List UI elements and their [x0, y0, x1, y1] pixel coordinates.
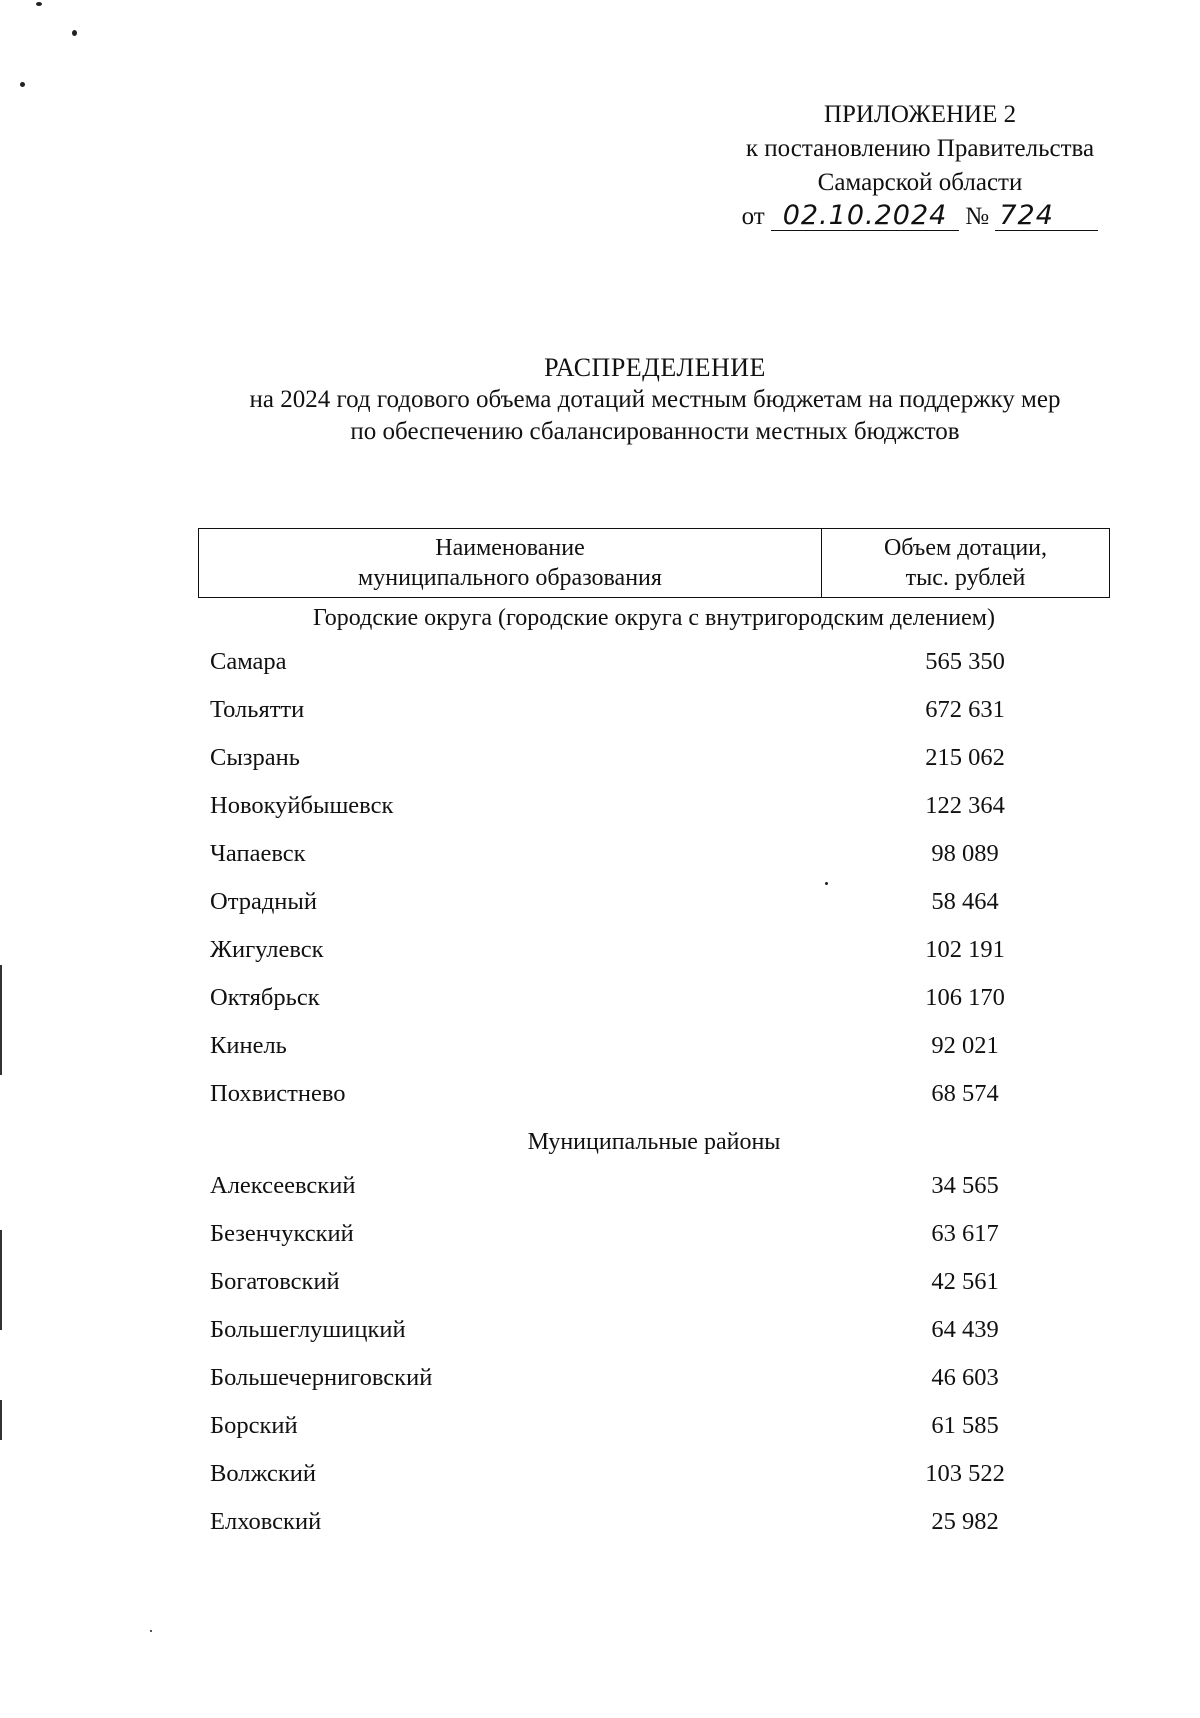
- table-row: [198, 686, 1110, 734]
- document-title: [150, 352, 1160, 448]
- row-name: Большечерниговский: [210, 1364, 433, 1391]
- row-name: Сызрань: [210, 744, 300, 771]
- scan-speck: [150, 1630, 152, 1632]
- row-name: Елховский: [210, 1508, 322, 1535]
- row-name: Богатовский: [210, 1268, 340, 1295]
- row-name: Отрадный: [210, 888, 317, 915]
- row-name: Большеглушицкий: [210, 1316, 406, 1343]
- table-row: [198, 1210, 1110, 1258]
- row-name: Кинель: [210, 1032, 287, 1059]
- appendix-label: ПРИЛОЖЕНИЕ 2: [823, 101, 1017, 128]
- row-name: Октябрьск: [210, 984, 320, 1011]
- table-row: [198, 1070, 1110, 1118]
- row-name: Волжский: [210, 1460, 316, 1487]
- row-value: 122 364: [925, 792, 1005, 819]
- row-value: 98 089: [931, 840, 999, 867]
- row-name: Самара: [210, 648, 287, 675]
- row-value: 46 603: [931, 1364, 999, 1391]
- table-row: [198, 1022, 1110, 1070]
- row-value: 42 561: [931, 1268, 999, 1295]
- scan-speck: [72, 30, 77, 36]
- title-subtitle-line-1: на 2024 год годового объема дотаций местным бюджетам на поддержку мер: [249, 386, 1061, 413]
- section-heading-urban-districts: Городские округа (городские округа с внутригородским делением): [313, 605, 995, 631]
- table-row: [198, 1306, 1110, 1354]
- table-row: [198, 1162, 1110, 1210]
- row-name: Алексеевский: [210, 1172, 356, 1199]
- table-row: [198, 734, 1110, 782]
- row-value: 565 350: [925, 648, 1005, 675]
- row-value: 215 062: [925, 744, 1005, 771]
- row-name: Новокуйбышевск: [210, 792, 394, 819]
- scan-edge-mark: [0, 1230, 2, 1330]
- title-heading: РАСПРЕДЕЛЕНИЕ: [544, 353, 766, 382]
- scan-speck: [36, 2, 42, 6]
- table-row: [198, 1258, 1110, 1306]
- row-name: Жигулевск: [210, 936, 324, 963]
- title-subtitle-line-2: по обеспечению сбалансированности местных бюджстов: [350, 418, 960, 445]
- distribution-table: [198, 528, 1110, 1546]
- handwritten-number: 724: [995, 202, 1098, 231]
- table-row: [198, 1354, 1110, 1402]
- row-value: 58 464: [931, 888, 999, 915]
- table-row: [198, 1402, 1110, 1450]
- scan-speck: [20, 82, 25, 87]
- header-name-line-1: Наименование: [435, 535, 585, 561]
- appendix-header: [700, 98, 1140, 234]
- row-value: 25 982: [931, 1508, 999, 1535]
- row-name: Чапаевск: [210, 840, 306, 867]
- header-value-cell: [822, 529, 1109, 597]
- row-value: 61 585: [931, 1412, 999, 1439]
- header-value-line-1: Объем дотации,: [883, 535, 1048, 561]
- row-value: 68 574: [931, 1080, 999, 1107]
- header-name-cell: [199, 529, 822, 597]
- header-value-line-2: тыс. рублей: [905, 565, 1026, 591]
- row-value: 64 439: [931, 1316, 999, 1343]
- row-name: Борский: [210, 1412, 298, 1439]
- row-value: 103 522: [925, 1460, 1005, 1487]
- row-value: 106 170: [925, 984, 1005, 1011]
- scan-edge-mark: [0, 1400, 2, 1440]
- table-row: [198, 926, 1110, 974]
- row-name: Тольятти: [210, 696, 305, 723]
- row-name: Похвистнево: [210, 1080, 346, 1107]
- scan-edge-mark: [0, 965, 2, 1075]
- row-name: Безенчукский: [210, 1220, 354, 1247]
- table-row: [198, 782, 1110, 830]
- table-header: [198, 528, 1110, 598]
- handwritten-date: 02.10.2024: [771, 202, 959, 231]
- section-heading-municipal-districts: Муниципальные районы: [527, 1129, 781, 1155]
- number-prefix: №: [965, 203, 990, 230]
- decree-line: [700, 200, 1140, 234]
- appendix-line-2: Самарской области: [817, 169, 1023, 196]
- table-row: [198, 878, 1110, 926]
- table-row: [198, 638, 1110, 686]
- row-value: 34 565: [931, 1172, 999, 1199]
- table-row: [198, 974, 1110, 1022]
- row-value: 63 617: [931, 1220, 999, 1247]
- table-row: [198, 1498, 1110, 1546]
- appendix-line-1: к постановлению Правительства: [745, 135, 1095, 162]
- row-value: 672 631: [925, 696, 1005, 723]
- date-prefix: от: [741, 203, 765, 230]
- table-row: [198, 1450, 1110, 1498]
- header-name-line-2: муниципального образования: [358, 565, 662, 591]
- row-value: 102 191: [925, 936, 1005, 963]
- table-row: [198, 830, 1110, 878]
- row-value: 92 021: [931, 1032, 999, 1059]
